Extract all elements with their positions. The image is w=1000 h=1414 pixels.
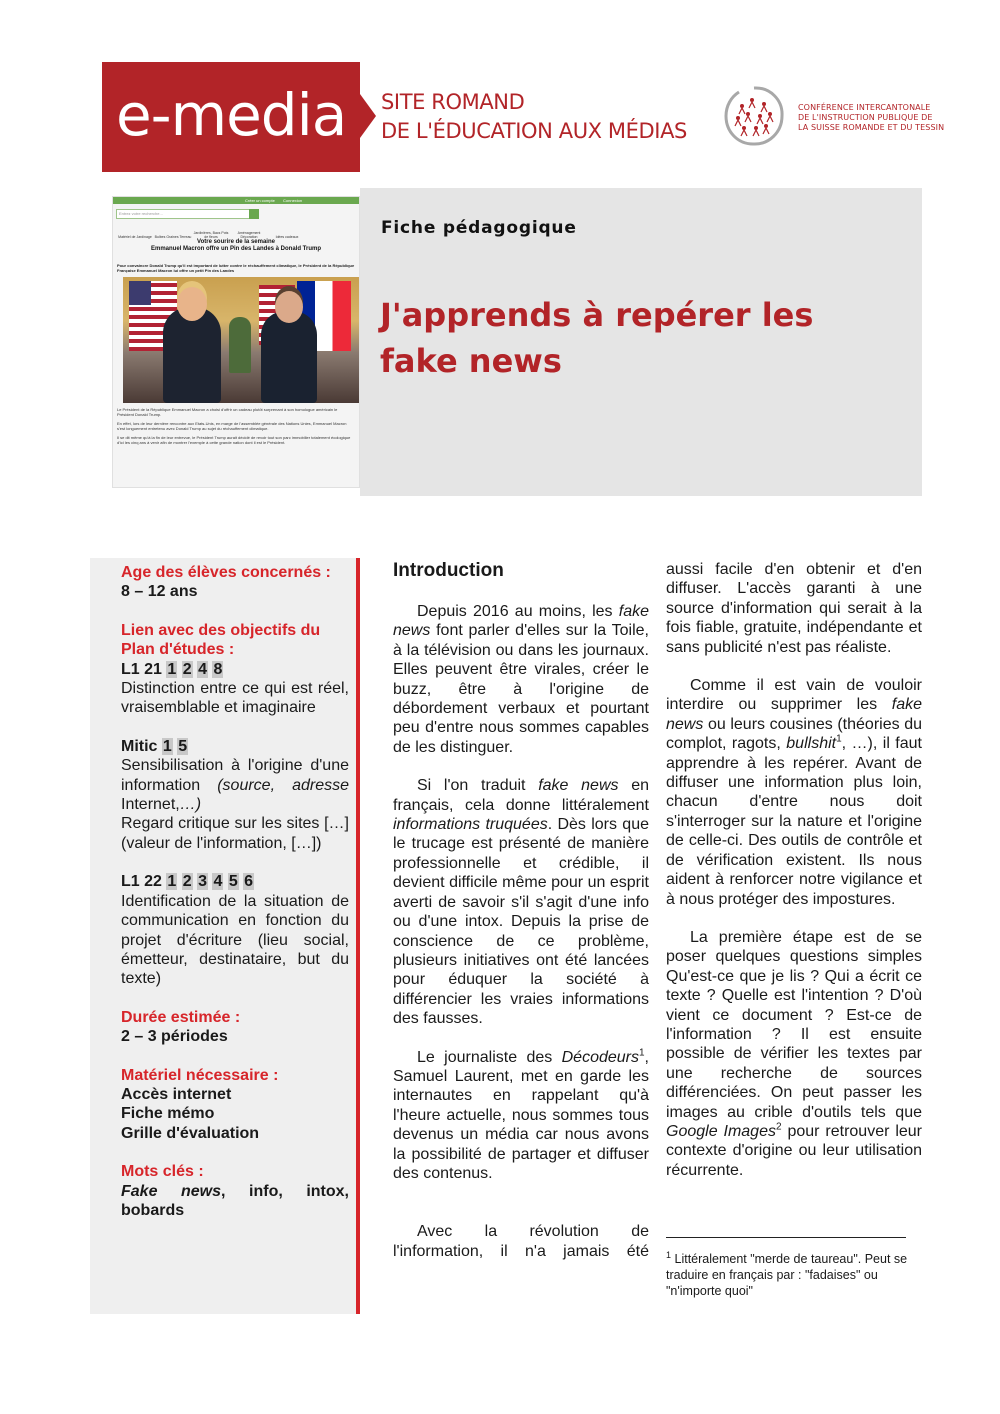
ciip-label [798,103,944,133]
pine-tree-icon [229,317,251,373]
paragraph-6: La première étape est de se poser quelques questions simples Qu'est-ce que je lis ? Qui a écrit ce texte ? Quelle est l'intention ? D'où vient ce document ? Est-ce de l'information ? Il est ensuite possible de vérifier les textes par une recherche de sources différenciées. On peut passer les images au crible d'outils tels que Google Images$^2$ pour retrouver leur contexte d'origine ou leur utilisation récurrente. [666,928,923,1179]
logo-arrow [360,94,376,138]
logo-text: e-media [116,81,347,149]
cover-menu-item: Jardinières, Bacs Pots de fleurs [193,231,229,239]
cover-screenshot [112,196,360,488]
paragraph-4-end: aussi facile d'en obtenir et d'en diffuser. L'accès garanti à une source d'information qui serait à la fois fiable, gratuite, indépendante et sans publicité n'est pas réaliste. [666,561,922,656]
code-number: 6 [244,873,254,891]
objectives-heading: Lien avec des objectifs du Plan d'études : [121,621,321,659]
cover-nav-bar [113,197,359,204]
cover-menu-item: Aménagement Décoration [237,231,261,239]
cover-headline-1: Votre sourire de la semaine [197,239,275,245]
code-number: 2 [182,660,192,678]
fiche-label: Fiche pédagogique [381,218,577,238]
site-title-line1: SITE ROMAND [381,90,525,114]
cover-menu-item: Matériel de Jardinage [118,235,152,239]
mitic-code [121,737,349,756]
ciip-line2: DE L'INSTRUCTION PUBLIQUE DE [798,113,933,122]
page-title: J'apprends à repérer les fake news [380,296,814,380]
intro-heading: Introduction [393,560,504,581]
l122-text: Identification de la situation de communication en fonction du projet d'écriture (lieu social, émetteur, destinataire, but du texte) [121,892,349,988]
age-value: 8 – 12 ans [121,583,198,601]
code-number: 2 [182,873,192,891]
sidebar-content [121,563,349,1220]
cover-nav-item: Créer un compte [245,198,275,203]
article-column-2 [666,560,922,1180]
material-item: Fiche mémo [121,1105,215,1123]
site-title-line2: DE L'ÉDUCATION AUX MÉDIAS [381,119,687,143]
keywords-last: bobards [121,1201,185,1219]
paragraph-2: Si l'on traduit fake news en français, cela donne littéralement informations truquées. Dès lors que le trucage est présenté de manière professionnelle et crédible, il devient difficile même pour un esprit averti de savoir s'il s'agit d'une info ou d'une intox. Depuis la prise de conscience de ce problème, plusieurs initiatives ont été lancées pour éduquer la société à différencier les vraies informations des fausses. [393,777,649,1028]
cover-search-icon [249,209,259,219]
l121-code [121,660,349,679]
code-number: 8 [213,660,223,678]
code-number: 1 [162,737,172,755]
code-number: 5 [178,737,188,755]
keywords-heading: Mots clés : [121,1163,204,1181]
cover-nav-item: Connexion [283,198,303,203]
code-prefix: L1 22 [121,873,162,891]
code-number: 4 [198,660,207,678]
code-number: 3 [198,873,207,891]
code-number: 1 [167,660,177,678]
paragraph-3: Le journaliste des Décodeurs$^1$, Samuel Laurent, met en garde les internautes en rappelant qu'à l'heure actuelle, nous sommes tous devenus un média car nous avons la possibilité de partager et diffuser des contenus. [393,1047,649,1182]
cover-paragraph: En effet, lors de leur dernière rencontre aux Etats-Unis, en marge de l'assemblée générale des Nations Unies, Emmanuel Macron s'est longuement entretenu avec Donald Trump au sujet du réchauffement climatique. [117,421,347,431]
cover-menu-item: Idées cadeaux [275,235,299,239]
mitic-text-2: Regard critique sur les sites […] (valeur de l'information, […]) [121,815,349,852]
code-number: 4 [213,873,223,891]
code-prefix: L1 21 [121,660,162,678]
cover-lede: Pour convaincre Donald Trump qu'il est important de lutter contre le réchauffement climatique, le Président de la République Française Emmanuel Macron lui offre un petit Pin des Landes [117,263,355,273]
l121-text: Distinction entre ce qui est réel, vraisemblable et imaginaire [121,680,349,717]
cover-photo [123,277,359,403]
keywords-list: Fake news, info, intox, [121,1182,349,1200]
info-sidebar [90,558,360,1314]
materials-heading: Matériel nécessaire : [121,1066,279,1084]
article-column-1 [393,560,649,1261]
cover-menu-item: Bulbes Graines Terreau [154,235,192,239]
site-title [381,88,687,146]
cover-paragraph: Il se dit même qu'à la fin de leur entrevue, le Président Trump aurait décidé de revoir tout son parc immobilier totalement écologique d'ici les cinq ans à venir afin de montrer l'exemple à cette grande nation dont il est le Président. [117,435,351,445]
cover-search-input: Entrez votre recherche... [116,209,250,219]
title-box [360,188,922,496]
cover-article-text [117,407,355,449]
footnote-divider [666,1237,906,1238]
code-number: 5 [228,873,238,891]
material-item: Accès internet [121,1085,232,1103]
footnote: $^1$ Littéralement "merde de taureau". Peut se traduire en français par : "fadaises" ou "n'importe quoi" [666,1250,908,1299]
cover-headline-2: Emmanuel Macron offre un Pin des Landes à Donald Trump [150,246,322,252]
paragraph-1: Depuis 2016 au moins, les fake news font parler d'elles sur la Toile, à la télévision ou dans les journaux. Elles peuvent être virales, créer le buzz, être à l'origine de débordement verbaux et pourtant peu d'entre nous sommes capables de les distinguer. [393,603,649,756]
person-figure [163,307,221,403]
e-media-logo [102,62,360,172]
code-number: 1 [167,873,177,891]
duration-value: 2 – 3 périodes [121,1028,228,1046]
mitic-text: Sensibilisation à l'origine d'une information (source, adresse Internet,…) [121,757,349,814]
material-item: Grille d'évaluation [121,1124,260,1142]
age-heading: Age des élèves concernés : [121,564,331,581]
cover-headline [113,239,359,253]
ciip-line1: CONFÉRENCE INTERCANTONALE [798,103,931,112]
ciip-line3: LA SUISSE ROMANDE ET DU TESSIN [798,123,945,132]
person-figure [261,311,317,403]
cover-menu [116,225,356,239]
paragraph-4-start: Avec la révolution de l'information, il n'a jamais été [393,1223,649,1260]
l122-code [121,872,349,891]
duration-heading: Durée estimée : [121,1008,241,1026]
ciip-seal-icon [722,84,786,148]
paragraph-5: Comme il est vain de vouloir interdire ou supprimer les fake news ou leurs cousines (théories du complot, ragots, bullshit$^1$, …), il faut apprendre à les repérer. Avant de diffuser une information plus loin, chacun d'entre nous doit s'interroger sur la nature et l'origine de celle-ci. Des outils de contrôle et de vérification existent. Ils nous aident à renforcer notre vigilance et à nous protéger des impostures. [666,677,922,908]
code-prefix: Mitic [121,737,158,755]
cover-paragraph: Le Président de la République Emmanuel Macron a choisi d'offrir un cadeau plutôt surprenant à son homologue américain le Président Donald Trump. [117,407,338,417]
